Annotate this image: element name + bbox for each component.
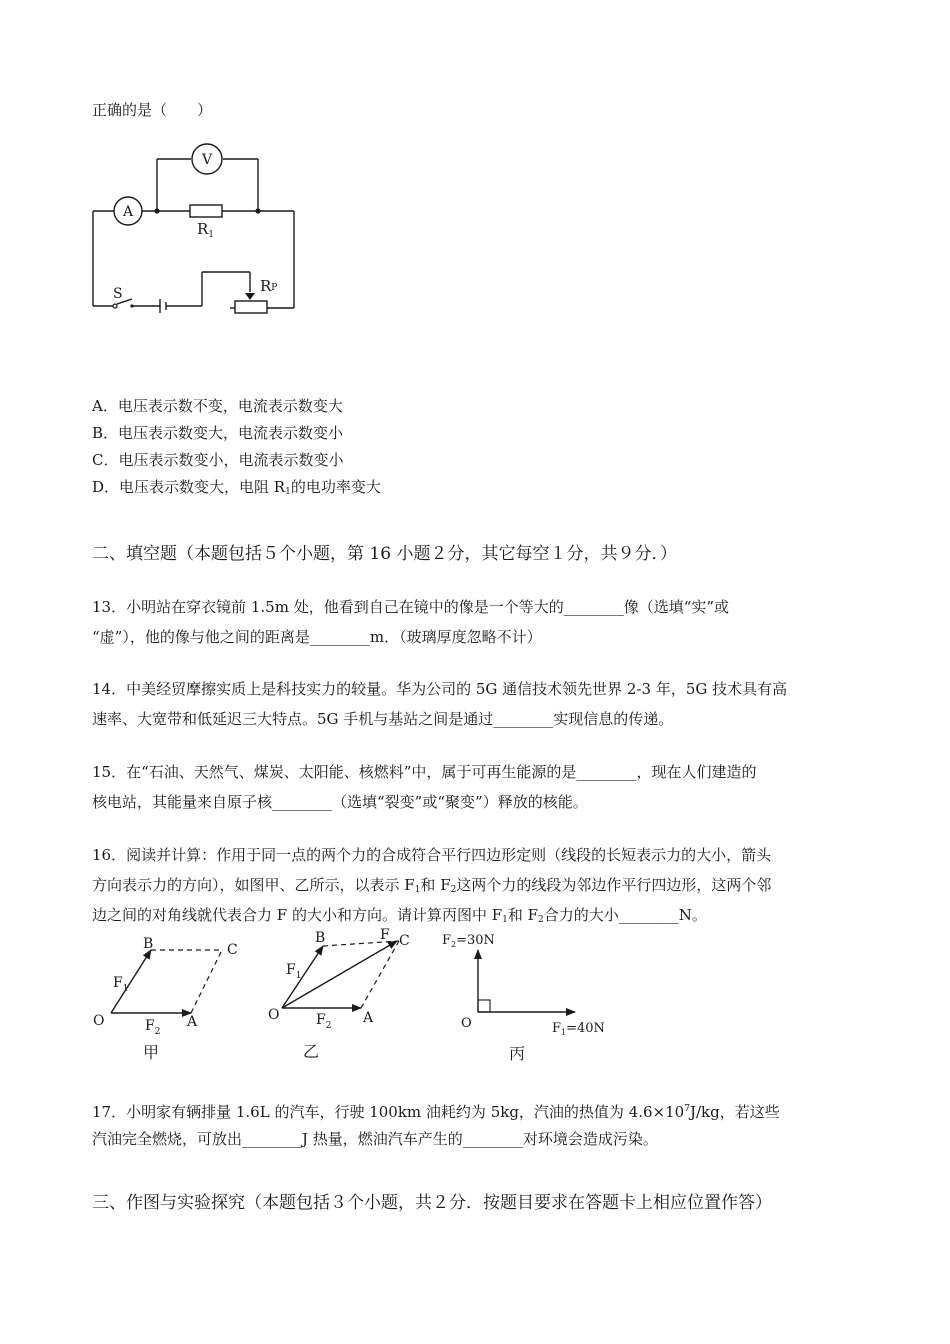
svg-text:F2=30N: $F_2=30N$ — [442, 933, 495, 949]
section-2-heading: 二、填空题（本题包括５个小题，第 16 小题２分，其它每空１分，共９分．） — [92, 544, 677, 564]
voltmeter-label: V — [201, 152, 213, 168]
svg-text:O: O — [93, 1013, 105, 1029]
force-diagrams — [85, 925, 625, 1070]
q17-blank-2: ________ — [462, 1130, 523, 1148]
svg-text:A: A — [187, 1014, 198, 1030]
svg-text:A: A — [363, 1010, 374, 1026]
q15-line-1: 15．在“石油、天然气、煤炭、太阳能、核燃料”中，属于可再生能源的是________，现在人们建造的 — [92, 763, 757, 781]
q17-blank-1: ________ — [242, 1130, 303, 1148]
q16-line-3: 边之间的对角线就代表合力 F 的大小和方向。请计算丙图中 $F_1$和 $F_2$合力的大小________N。 — [92, 906, 707, 925]
q16-blank: ________ — [618, 906, 679, 924]
figure-jia — [93, 936, 238, 1062]
q14-blank: ________ — [493, 710, 554, 728]
svg-text:B: B — [143, 936, 154, 952]
q14-line-2: 速率、大宽带和低延迟三大特点。5G 手机与基站之间是通过________实现信息的传递。 — [92, 710, 674, 728]
rp-label: RP — [260, 277, 278, 295]
ammeter-label: A — [122, 204, 134, 220]
q13-blank-2: ________ — [309, 628, 370, 646]
svg-text:F1=40N: $F_1=40N$ — [552, 1021, 605, 1037]
section-3-heading: 三、作图与实验探究（本题包括３个小题，共２分．按题目要求在答题卡上相应位置作答） — [92, 1193, 772, 1213]
svg-text:O: O — [461, 1016, 472, 1031]
q15-blank-2: ________ — [272, 793, 333, 811]
q17-line-1: 17．小明家有辆排量 1.6L 的汽车，行驶 100km 油耗约为 5kg，汽油的热值为 $4.6\times 10^7J/kg$，若这些 — [92, 1103, 780, 1121]
q17-line-2: 汽油完全燃烧，可放出________J 热量，燃油汽车产生的________对环境会造成污染。 — [92, 1130, 658, 1148]
caption-bing: 丙 — [509, 1044, 526, 1063]
q15-blank-1: ________ — [576, 763, 637, 781]
caption-jia: 甲 — [143, 1043, 160, 1062]
r1-label: $R_1$ — [197, 220, 215, 240]
svg-text:C: C — [399, 933, 410, 949]
svg-text:C: C — [227, 942, 238, 958]
svg-text:B: B — [315, 930, 326, 946]
svg-text:O: O — [268, 1007, 280, 1023]
switch-label: S — [113, 286, 123, 302]
svg-text:F2: $F_2$ — [145, 1018, 161, 1037]
q14-line-1: 14．中美经贸摩擦实质上是科技实力的较量。华为公司的 5G 通信技术领先世界 2-3 年，5G 技术具有高 — [92, 680, 788, 698]
caption-yi: 乙 — [303, 1042, 320, 1061]
question-stem-end: 正确的是（ ） — [92, 101, 213, 119]
circuit-diagram — [80, 135, 310, 320]
figure-yi — [268, 927, 410, 1061]
q13-line-1: 13．小明站在穿衣镜前 1.5m 处，他看到自己在镜中的像是一个等大的________像（选填“实”或 — [92, 598, 730, 616]
q13-blank-1: ________ — [563, 598, 624, 616]
q13-line-2: “虚”），他的像与他之间的距离是________m．（玻璃厚度忽略不计） — [92, 628, 542, 646]
q16-line-1: 16．阅读并计算：作用于同一点的两个力的合成符合平行四边形定则（线段的长短表示力的大小，箭头 — [92, 846, 772, 864]
figure-bing — [442, 933, 605, 1063]
svg-text:F1: $F_1$ — [113, 975, 129, 994]
q15-line-2: 核电站，其能量来自原子核________（选填“裂变”或“聚变”）释放的核能。 — [92, 793, 588, 811]
option-d: D．电压表示数变大，电阻 $R_1$的电功率变大 — [92, 478, 381, 497]
q16-line-2: 方向表示力的方向），如图甲、乙所示，以表示 $F_1$和 $F_2$这两个力的线段为邻边作平行四边形，这两个邻 — [92, 876, 772, 895]
svg-text:F1: $F_1$ — [286, 962, 302, 981]
svg-text:F: F — [380, 927, 390, 943]
option-b: B．电压表示数变大，电流表示数变小 — [92, 424, 344, 442]
svg-text:F2: $F_2$ — [316, 1012, 332, 1031]
option-c: C．电压表示数变小，电流表示数变小 — [92, 451, 344, 469]
option-a: A．电压表示数不变，电流表示数变大 — [92, 397, 343, 415]
